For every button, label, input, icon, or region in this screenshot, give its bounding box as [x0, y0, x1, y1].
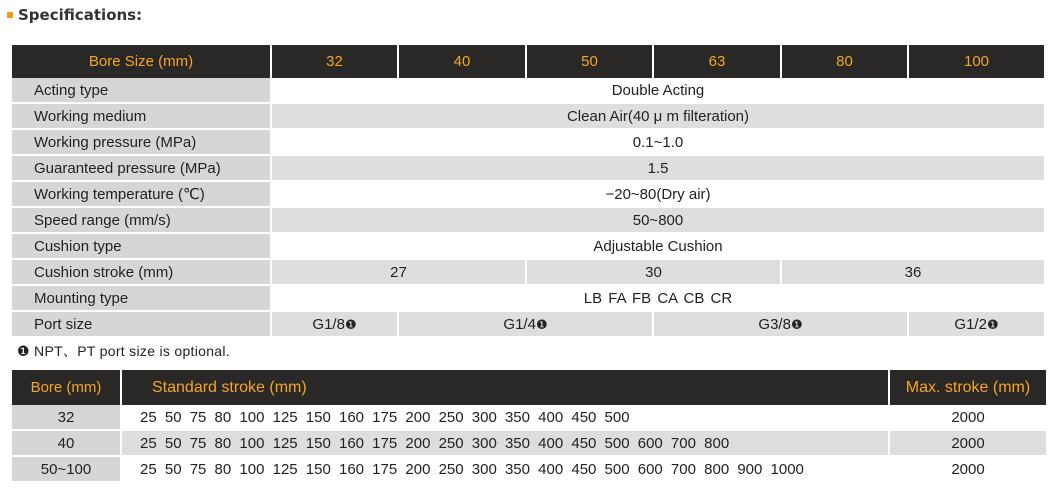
standard-stroke-unit: (mm)	[264, 378, 307, 396]
table-row	[12, 233, 1044, 259]
row-label: Acting type	[12, 78, 271, 103]
row-value: 1.5	[271, 155, 1044, 181]
table-row	[12, 129, 1044, 155]
table-row	[12, 405, 1046, 430]
row-value: Double Acting	[271, 78, 1044, 103]
row-value: LB FA FB CA CB CR	[271, 285, 1044, 311]
cushion-stroke-32-40: 27	[271, 259, 526, 285]
bore-50-header: 50	[526, 45, 653, 78]
note-marker-icon: ❶	[535, 316, 548, 332]
row-label: Cushion stroke (mm)	[12, 259, 271, 285]
note-marker-icon: ❶	[986, 316, 999, 332]
bore-80-header: 80	[781, 45, 908, 78]
bore-100-header: 100	[908, 45, 1044, 78]
row-label: Working pressure (MPa)	[12, 129, 271, 155]
port-value: G1/2	[954, 315, 987, 333]
table-row	[12, 181, 1044, 207]
port-size-40-50	[398, 311, 653, 337]
row-value: 0.1~1.0	[271, 129, 1044, 155]
bore-63-header: 63	[653, 45, 781, 78]
orange-square-bullet-icon	[7, 12, 13, 18]
port-size-100	[908, 311, 1044, 337]
max-stroke-value: 2000	[889, 405, 1046, 430]
note-marker-icon: ❶	[790, 316, 803, 332]
row-value: Clean Air(40 μ m filteration)	[271, 103, 1044, 129]
standard-stroke-header	[121, 370, 889, 405]
table-row	[12, 456, 1046, 482]
table-row	[12, 430, 1046, 456]
row-label: Working temperature (℃)	[12, 181, 271, 207]
row-value: Adjustable Cushion	[271, 233, 1044, 259]
row-label: Mounting type	[12, 285, 271, 311]
mounting-type-row	[12, 285, 1044, 311]
port-size-63-80	[653, 311, 908, 337]
max-stroke-header: Max. stroke (mm)	[889, 370, 1046, 405]
stroke-list: 25 50 75 80 100 125 150 160 175 200 250 300 350 400 450 500 600 700 800 900 1000	[121, 456, 889, 482]
row-value: −20~80(Dry air)	[271, 181, 1044, 207]
note-marker-icon: ❶	[344, 316, 357, 332]
row-label: Working medium	[12, 103, 271, 129]
row-label: Cushion type	[12, 233, 271, 259]
bore-value: 50~100	[12, 456, 121, 482]
row-label: Guaranteed pressure (MPa)	[12, 155, 271, 181]
cushion-stroke-row	[12, 259, 1044, 285]
stroke-list: 25 50 75 80 100 125 150 160 175 200 250 300 350 400 450 500 600 700 800	[121, 430, 889, 456]
bore-value: 32	[12, 405, 121, 430]
spec-header-row	[12, 45, 1044, 78]
max-stroke-value: 2000	[889, 456, 1046, 482]
section-heading	[7, 4, 142, 26]
stroke-list: 25 50 75 80 100 125 150 160 175 200 250 300 350 400 450 500	[121, 405, 889, 430]
port-value: G1/8	[312, 315, 345, 333]
table-row	[12, 207, 1044, 233]
stroke-header-row	[12, 370, 1046, 405]
bore-size-header: Bore Size (mm)	[12, 45, 271, 78]
port-value: G3/8	[758, 315, 791, 333]
table-row	[12, 103, 1044, 129]
standard-stroke-table	[12, 370, 1046, 483]
cushion-stroke-50-63: 30	[526, 259, 781, 285]
bore-40-header: 40	[398, 45, 526, 78]
max-stroke-value: 2000	[889, 430, 1046, 456]
port-size-note: ❶ NPT、PT port size is optional.	[17, 343, 230, 359]
bore-32-header: 32	[271, 45, 398, 78]
port-size-row	[12, 311, 1044, 337]
bore-value: 40	[12, 430, 121, 456]
port-value: G1/4	[503, 315, 536, 333]
heading-text: Specifications:	[18, 6, 143, 24]
port-size-32	[271, 311, 398, 337]
cushion-stroke-80-100: 36	[781, 259, 1044, 285]
specifications-table	[12, 45, 1044, 338]
bore-header: Bore (mm)	[12, 370, 121, 405]
table-row	[12, 155, 1044, 181]
row-label: Port size	[12, 311, 271, 337]
table-row	[12, 78, 1044, 103]
standard-stroke-title: Standard stroke	[152, 378, 265, 396]
row-value: 50~800	[271, 207, 1044, 233]
row-label: Speed range (mm/s)	[12, 207, 271, 233]
